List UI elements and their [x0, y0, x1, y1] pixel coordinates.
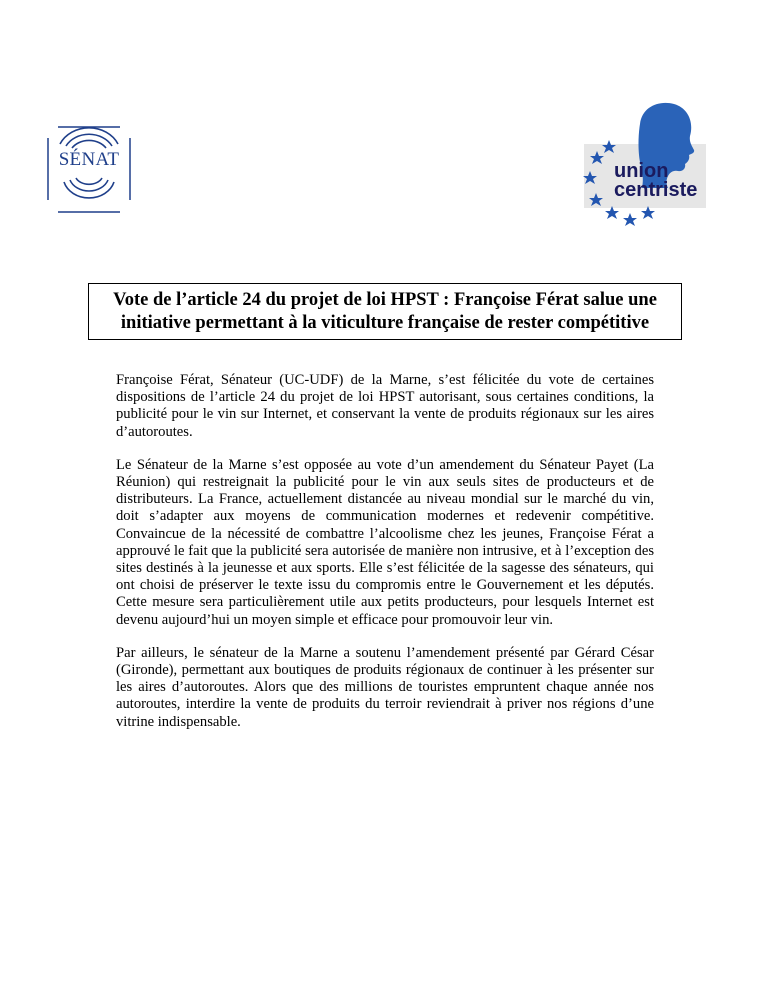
paragraph-intro: Françoise Férat, Sénateur (UC-UDF) de la Marne, s’est félicitée du vote de certaines dispositions de l’article 24 du projet de loi HPST autorisant, sous certaines conditions, la publicité pour le vin sur Internet, et conservant la vente de produits régionaux sur les aires d’autoroutes.	[116, 372, 654, 440]
senat-logo	[46, 126, 132, 214]
senat-logo-text: SÉNAT	[58, 149, 120, 170]
senat-emblem-icon	[46, 126, 132, 214]
union-centriste-logo	[582, 98, 708, 228]
paragraph-opposition: Le Sénateur de la Marne s’est opposée au vote d’un amendement du Sénateur Payet (La Réunion) qui restreignait la publicité pour le vin aux seuls sites de producteurs et de distributeurs. La France, actuellement distancée au niveau mondial sur le marché du vin, doit s’adapter aux moyens de communication modernes et redevenir compétitive. Convaincue de la nécessité de combattre l’alcoolisme chez les jeunes, Françoise Férat a approuvé le fait que la publicité sera autorisée de manière non intrusive, et à l’exception des sites destinés à la jeunesse et aux sports. Elle s’est félicitée de la sagesse des sénateurs, qui ont choisi de préserver le texte issu du compromis entre le Gouvernement et les députés. Cette mesure sera particulièrement utile aux petits producteurs, pour lesquels Internet est devenu aujourd’hui un moyen simple et efficace pour promouvoir leur vin.	[116, 456, 654, 628]
press-release-title-box	[88, 283, 682, 340]
union-centriste-wordmark	[614, 162, 697, 200]
press-release-title: Vote de l’article 24 du projet de loi HPST : Françoise Férat salue une initiative permettant à la viticulture française de rester compétitive	[113, 289, 657, 333]
paragraph-amendment: Par ailleurs, le sénateur de la Marne a soutenu l’amendement présenté par Gérard César (Gironde), permettant aux boutiques de produits régionaux de continuer à les présenter sur les aires d’autoroutes. Alors que des millions de touristes empruntent chaque année nos autoroutes, interdire la vente de produits du terroir reviendrait à priver nos régions d’une vitrine indispensable.	[116, 644, 654, 730]
press-release-body	[116, 372, 654, 747]
union-centriste-line1: union	[614, 160, 669, 182]
union-centriste-line2: centriste	[614, 179, 698, 201]
